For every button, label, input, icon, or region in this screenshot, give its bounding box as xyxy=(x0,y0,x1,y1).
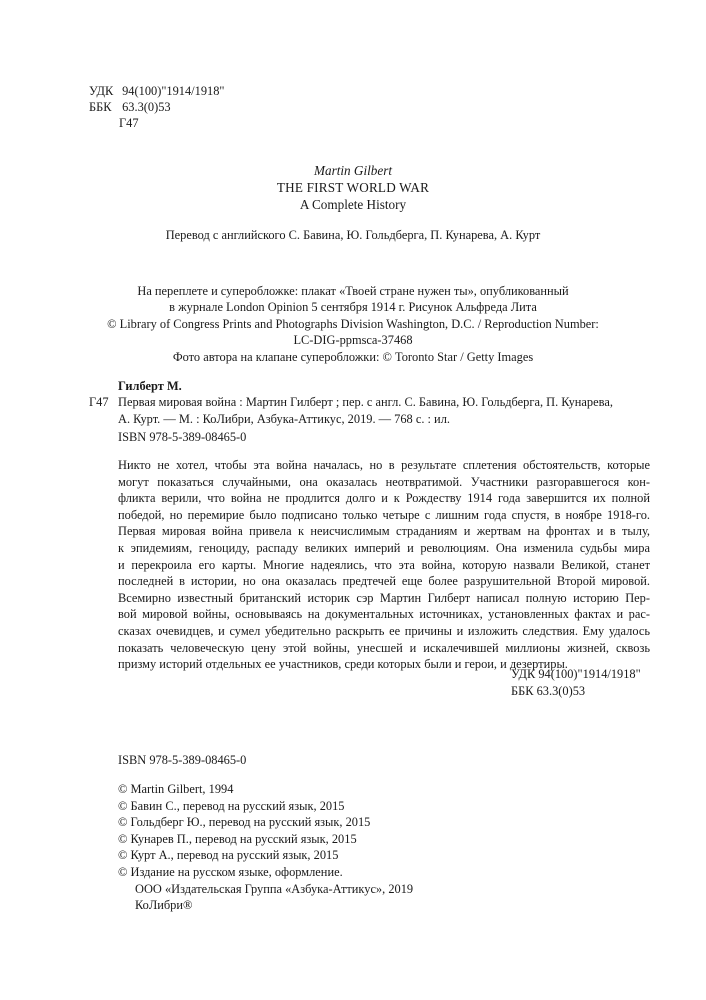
cover-credit-line: © Library of Congress Prints and Photographs Division Washington, D.C. / Reproduction Number: xyxy=(107,316,599,331)
cover-credit-line: LC-DIG-ppmsca-37468 xyxy=(293,333,413,348)
isbn-bottom: ISBN 978-5-389-08465-0 xyxy=(118,753,247,767)
bbk-label: ББК xyxy=(89,100,112,114)
cover-credit-line: в журнале London Opinion 5 сентября 1914 г. Рисунок Альфреда Лита xyxy=(169,300,537,315)
original-author: Martin Gilbert xyxy=(313,163,393,178)
udk-label: УДК xyxy=(89,84,114,98)
annotation-line: могут показаться случайными, она оказалась неотвратимой. Участники разгоравшегося кон- xyxy=(118,474,650,489)
bib-description: Первая мировая война : Мартин Гилберт ; пер. с англ. С. Бавина, Ю. Гольдберга, П. Кунарева, xyxy=(118,395,613,410)
publisher-line: КоЛибри® xyxy=(135,898,193,913)
annotation-line: последней в истории, но она оказалась предтечей еще более разрушительной Второй мировой. xyxy=(118,574,650,589)
publisher-line: ООО «Издательская Группа «Азбука-Аттикус», 2019 xyxy=(135,881,414,896)
udk-value: 94(100)"1914/1918" xyxy=(122,84,225,98)
annotation-line: фликта верили, что война не продлится долго и к Рождеству 1914 года завершится их полной xyxy=(118,491,650,506)
annotation-line: и перекроила его карты. Многие надеялись, что эта война, которую назвали Великой, станет xyxy=(118,557,650,572)
classification-bottom xyxy=(511,666,641,699)
copyright-line: © Martin Gilbert, 1994 xyxy=(118,782,234,796)
copyright-line: © Бавин С., перевод на русский язык, 2015 xyxy=(118,798,345,813)
copyright-line: © Кунарев П., перевод на русский язык, 2015 xyxy=(118,831,357,846)
bib-isbn: ISBN 978-5-389-08465-0 xyxy=(118,430,247,445)
copyright-line: © Курт А., перевод на русский язык, 2015 xyxy=(118,848,339,863)
bib-line-2: А. Курт. — М. : КоЛибри, Азбука-Аттикус, 2019. — 768 с. : ил. xyxy=(118,411,450,426)
bbk-value: 63.3(0)53 xyxy=(122,100,171,114)
annotation-line: к эпидемиям, геноциду, распаду великих империй и революциям. Она изменила судьбы мира xyxy=(118,540,650,555)
classification-top xyxy=(89,83,224,131)
udk-bottom: УДК 94(100)"1914/1918" xyxy=(511,667,641,681)
original-title-block xyxy=(0,162,706,213)
annotation-line: Никто не хотел, чтобы эта война началась, но в результате сплетения обстоятельств, которые xyxy=(118,458,650,472)
annotation-line: победой, но перемирие было подписано только четыре с лишним года спустя, в ноябре 1918-го. xyxy=(118,507,650,522)
author-code: Г47 xyxy=(119,116,139,130)
copyright-list xyxy=(118,781,413,914)
copyright-line: © Издание на русском языке, оформление. xyxy=(118,864,343,879)
annotation-line: показать человеческую цену этой войны, унесшей и искалечившей миллионы жизней, сквозь xyxy=(118,640,650,655)
cover-credit xyxy=(0,283,706,365)
original-title: THE FIRST WORLD WAR xyxy=(276,180,430,195)
annotation-line: призму историй отдельных ее участников, среди которых были и герои, и дезертиры. xyxy=(118,657,568,672)
annotation-line: Первая мировая война привела к неисчислимым страданиям и жертвам на фронтах и в тылу, xyxy=(118,524,650,539)
annotation-line: вой мировой войны, основываясь на документальных источниках, установленных фактах и рас- xyxy=(118,607,650,622)
bibliographic-entry xyxy=(89,378,649,446)
translators-line: Перевод с английского С. Бавина, Ю. Гольдберга, П. Кунарева, А. Курт xyxy=(165,228,541,242)
bib-line-1 xyxy=(89,394,649,410)
cover-credit-line: Фото автора на клапане суперобложки: © Toronto Star / Getty Images xyxy=(172,349,534,364)
cover-credit-line: На переплете и суперобложке: плакат «Твоей стране нужен ты», опубликованный xyxy=(137,284,569,298)
annotation xyxy=(118,457,650,673)
copyright-line: © Гольдберг Ю., перевод на русский язык, 2015 xyxy=(118,815,371,830)
original-subtitle: A Complete History xyxy=(299,197,407,212)
udk-line xyxy=(89,83,224,99)
bib-author: Гилберт М. xyxy=(118,379,182,393)
annotation-line: сказах очевидцев, и сумел убедительно раскрыть ее причины и изложить следствия. Ему удалось xyxy=(118,623,650,638)
bib-code: Г47 xyxy=(89,395,109,410)
bbk-bottom: ББК 63.3(0)53 xyxy=(511,683,586,698)
annotation-line: Всемирно известный британский историк сэр Мартин Гилберт написал полную историю Пер- xyxy=(118,590,650,605)
bbk-line xyxy=(89,99,224,115)
